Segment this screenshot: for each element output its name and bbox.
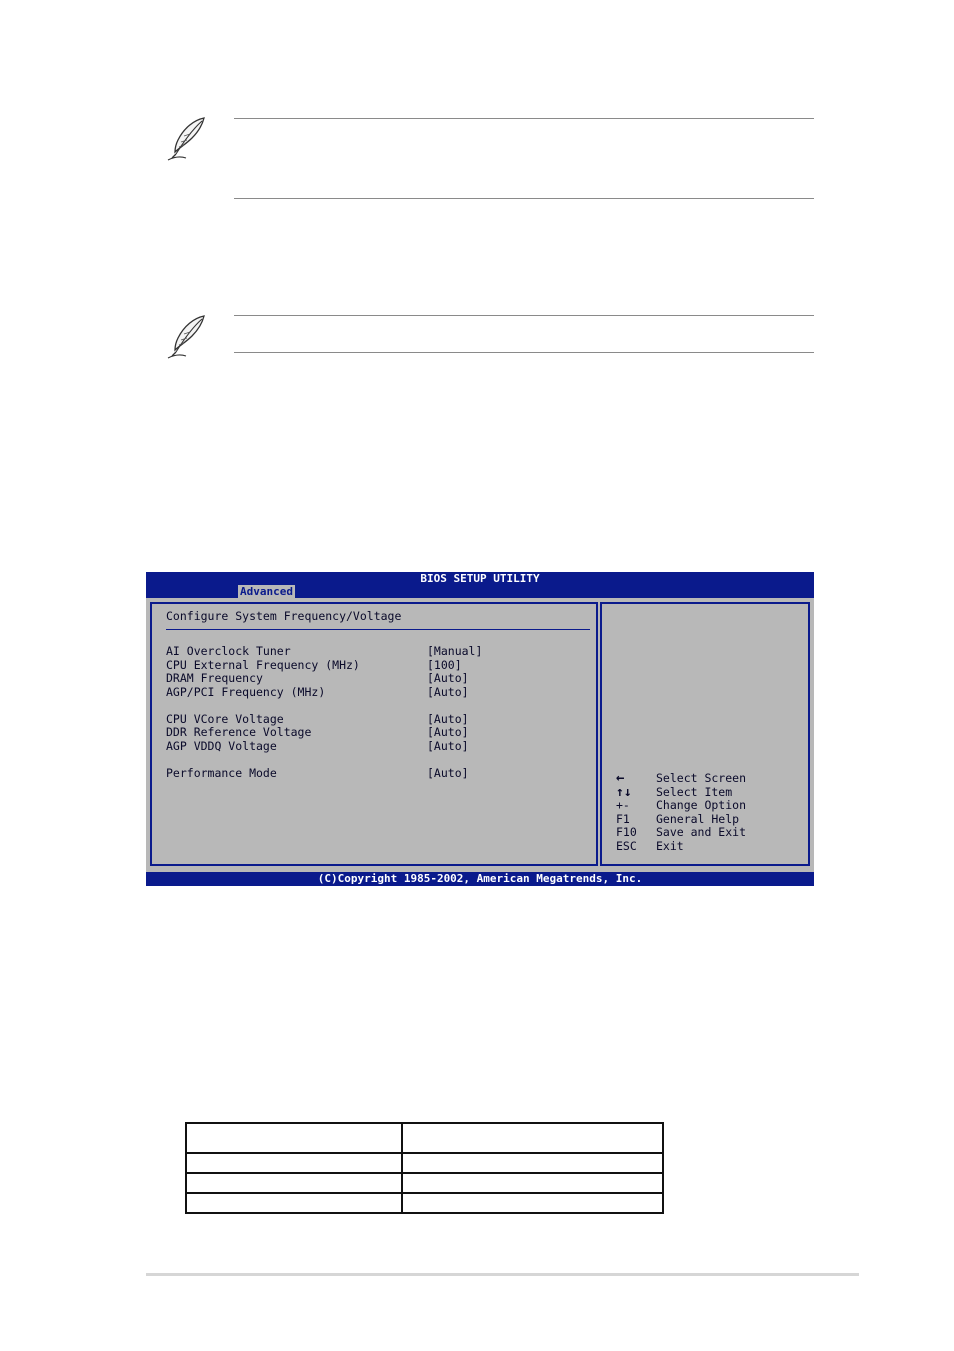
setting-row-cpu-external-frequency[interactable]: CPU External Frequency (MHz) [100]	[166, 657, 462, 672]
setting-row-cpu-vcore-voltage[interactable]: CPU VCore Voltage [Auto]	[166, 711, 469, 726]
bios-title-bar	[146, 572, 814, 598]
help-row-save-and-exit: F10 Save and Exit	[616, 825, 747, 839]
table-header-row	[186, 1123, 663, 1153]
feather-pen-icon	[164, 114, 212, 162]
settings-table	[185, 1122, 664, 1214]
note-bottom-rule	[234, 352, 814, 353]
table-row	[186, 1153, 663, 1173]
help-row-change-option: +- Change Option	[616, 798, 747, 812]
bios-settings-panel	[150, 602, 598, 866]
setting-row-agp-vddq-voltage[interactable]: AGP VDDQ Voltage [Auto]	[166, 738, 469, 753]
help-row-general-help: F1 General Help	[616, 811, 740, 826]
setting-row-ddr-reference-voltage[interactable]: DDR Reference Voltage [Auto]	[166, 725, 469, 739]
left-arrow-icon: ←	[616, 770, 625, 786]
help-row-exit: ESC Exit	[616, 838, 684, 853]
setting-row-dram-frequency[interactable]: DRAM Frequency [Auto]	[166, 671, 469, 685]
table-cell	[186, 1123, 402, 1153]
bios-copyright: (C)Copyright 1985-2002, American Megatrends, Inc.	[317, 872, 643, 885]
table-cell	[402, 1123, 663, 1153]
section-title: Configure System Frequency/Voltage	[166, 609, 402, 623]
note-top-rule	[234, 315, 814, 316]
bios-screen	[146, 572, 814, 886]
footer-rule	[146, 1273, 859, 1276]
settings-list	[166, 645, 482, 780]
section-divider	[166, 629, 590, 630]
help-row-select-screen: ← Select Screen	[616, 770, 747, 786]
table-cell	[402, 1173, 663, 1193]
table-cell	[402, 1193, 663, 1213]
up-down-arrow-icon: ↑↓	[616, 784, 632, 800]
setting-row-agp-pci-frequency[interactable]: AGP/PCI Frequency (MHz) [Auto]	[166, 684, 469, 699]
setting-row-ai-overclock-tuner[interactable]: AI Overclock Tuner [Manual]	[166, 644, 483, 658]
bios-title: BIOS SETUP UTILITY	[420, 572, 540, 585]
table-row	[186, 1173, 663, 1193]
table-cell	[186, 1193, 402, 1213]
key-help-list	[616, 772, 746, 853]
tab-advanced[interactable]: Advanced	[240, 585, 293, 598]
table-cell	[402, 1153, 663, 1173]
table-row	[186, 1193, 663, 1213]
help-row-select-item: ↑↓ Select Item	[616, 784, 733, 800]
setting-row-performance-mode[interactable]: Performance Mode [Auto]	[166, 765, 469, 780]
note-top-rule	[234, 118, 814, 119]
note-bottom-rule	[234, 198, 814, 199]
table-cell	[186, 1153, 402, 1173]
bios-copyright-bar	[146, 872, 814, 886]
bios-help-panel	[600, 602, 810, 866]
feather-pen-icon	[164, 312, 212, 360]
table-cell	[186, 1173, 402, 1193]
